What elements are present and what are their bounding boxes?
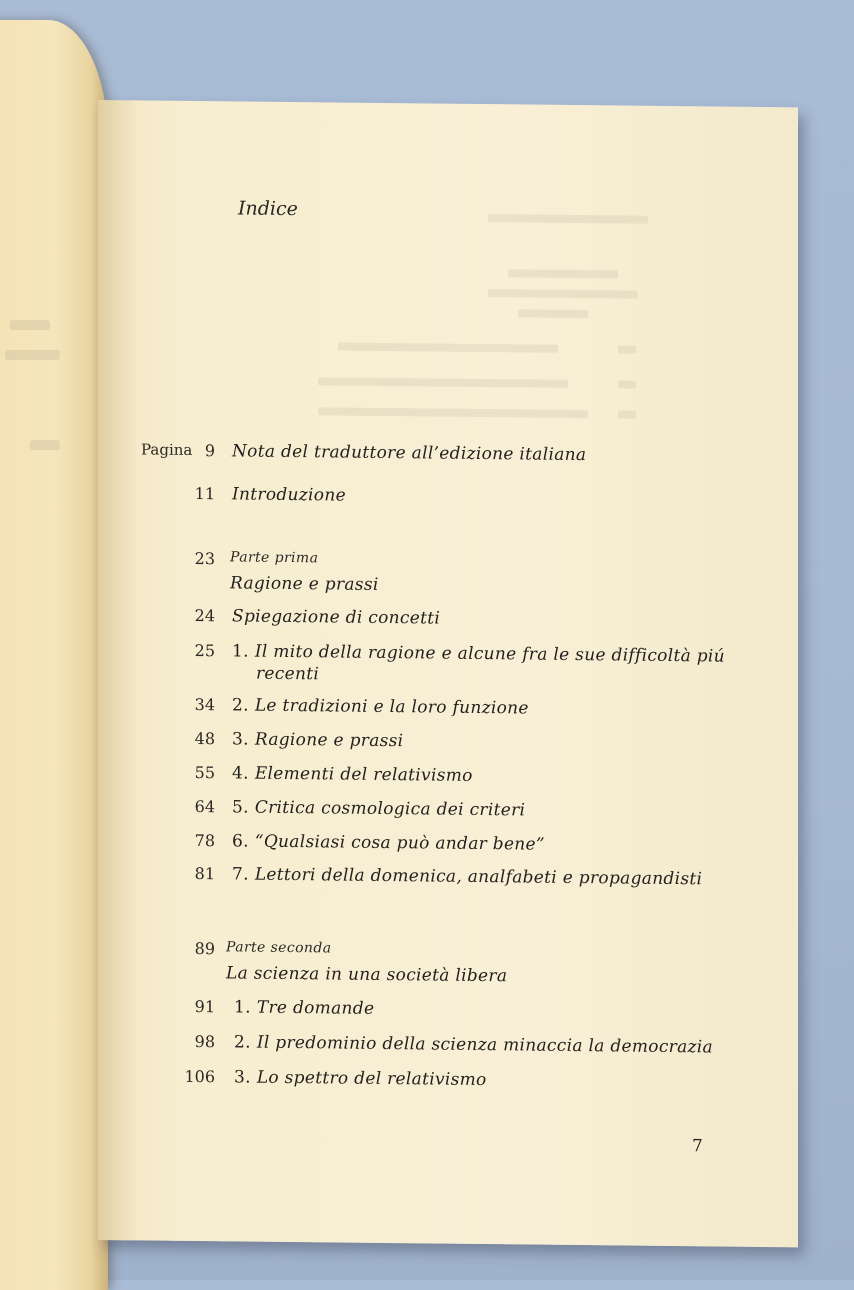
book-page (98, 100, 798, 1247)
toc-entry (98, 1066, 798, 1099)
show-through (618, 410, 636, 418)
chapter-index: 2. (234, 1032, 251, 1053)
toc-entry-title (232, 729, 403, 751)
show-through (338, 343, 558, 353)
toc-page-number: 24 (194, 606, 215, 626)
toc-entry-title: Spiegazione di concetti (232, 606, 441, 629)
toc-entry (98, 1031, 798, 1064)
toc-page-number: 55 (194, 763, 215, 783)
toc-entry-title: Nota del traduttore all’edizione italiana (232, 441, 587, 466)
chapter-index: 6. (232, 831, 249, 852)
toc-page-number: 78 (194, 831, 215, 851)
chapter-title: Critica cosmologica dei criteri (254, 797, 526, 821)
show-through (618, 380, 636, 388)
chapter-title: Lo spettro del relativismo (256, 1067, 487, 1091)
chapter-index: 4. (232, 763, 249, 784)
part-label: Parte seconda (226, 939, 332, 957)
show-through (618, 345, 636, 353)
chapter-title: Le tradizioni e la loro funzione (254, 695, 529, 719)
show-through (488, 289, 638, 299)
toc-page-number: 34 (194, 695, 215, 715)
chapter-index: 1. (232, 641, 249, 662)
toc-entry (98, 863, 798, 896)
bleed-through-text (5, 350, 60, 360)
chapter-title: Elementi del relativismo (254, 763, 473, 786)
toc-entry (98, 605, 798, 638)
toc-page-number: 11 (194, 484, 215, 504)
toc-page-number: 9 (204, 441, 215, 461)
previous-page-edge (0, 20, 108, 1290)
chapter-index: 5. (232, 797, 249, 818)
chapter-title: Il predominio della scienza minaccia la democrazia (256, 1032, 713, 1058)
pagina-label: Pagina (141, 440, 193, 459)
show-through (488, 214, 648, 224)
toc-entry-title: Introduzione (232, 484, 346, 506)
chapter-index: 2. (232, 695, 249, 716)
toc-entry-title (232, 695, 529, 718)
toc-entry-title (232, 763, 473, 786)
bleed-through-text (10, 320, 50, 330)
chapter-title: Tre domande (256, 997, 375, 1019)
toc-page-number: 23 (194, 549, 215, 569)
part-title: Ragione e prassi (230, 573, 379, 595)
toc-entry (98, 728, 798, 761)
toc-entry (98, 996, 798, 1029)
show-through (508, 269, 618, 278)
toc-page-number: 81 (194, 864, 215, 884)
toc-page-number: 25 (194, 641, 215, 661)
part-label: Parte prima (230, 549, 319, 567)
toc-page-number: 91 (194, 997, 215, 1017)
toc-heading: Indice (238, 197, 298, 221)
toc-entry (98, 762, 798, 795)
chapter-title: “Qualsiasi cosa può andar bene” (254, 831, 545, 855)
toc-entry-title (232, 864, 702, 889)
toc-entry-title (234, 997, 374, 1018)
toc-entry-title-continuation: recenti (256, 663, 320, 685)
toc-entry (98, 796, 798, 829)
toc-entry-title (234, 1032, 713, 1057)
toc-page-number: 98 (194, 1032, 215, 1052)
toc-entry (98, 694, 798, 727)
part-title: La scienza in una società libera (226, 963, 508, 987)
chapter-title: Ragione e prassi (254, 729, 404, 752)
toc-page-number: 106 (184, 1066, 215, 1087)
toc-entry-title (234, 1067, 487, 1090)
toc-entry-title (232, 641, 725, 666)
toc-page-number: 89 (194, 939, 215, 959)
toc-entry (98, 830, 798, 863)
show-through (318, 377, 568, 388)
page-number: 7 (692, 1136, 703, 1157)
show-through (318, 407, 588, 418)
show-through (518, 309, 588, 318)
toc-entry-title (232, 831, 545, 854)
chapter-index: 7. (232, 864, 249, 885)
toc-entry (98, 440, 798, 473)
chapter-index: 3. (234, 1067, 251, 1088)
chapter-title: Il mito della ragione e alcune fra le sue difficoltà piú (254, 641, 725, 667)
toc-entry-title (232, 797, 525, 820)
chapter-index: 1. (234, 997, 251, 1018)
toc-page-number: 48 (194, 729, 215, 749)
toc-entry (98, 483, 798, 516)
bleed-through-text (30, 440, 60, 450)
toc-page-number: 64 (194, 797, 215, 817)
chapter-index: 3. (232, 729, 249, 750)
chapter-title: Lettori della domenica, analfabeti e propagandisti (254, 864, 703, 890)
